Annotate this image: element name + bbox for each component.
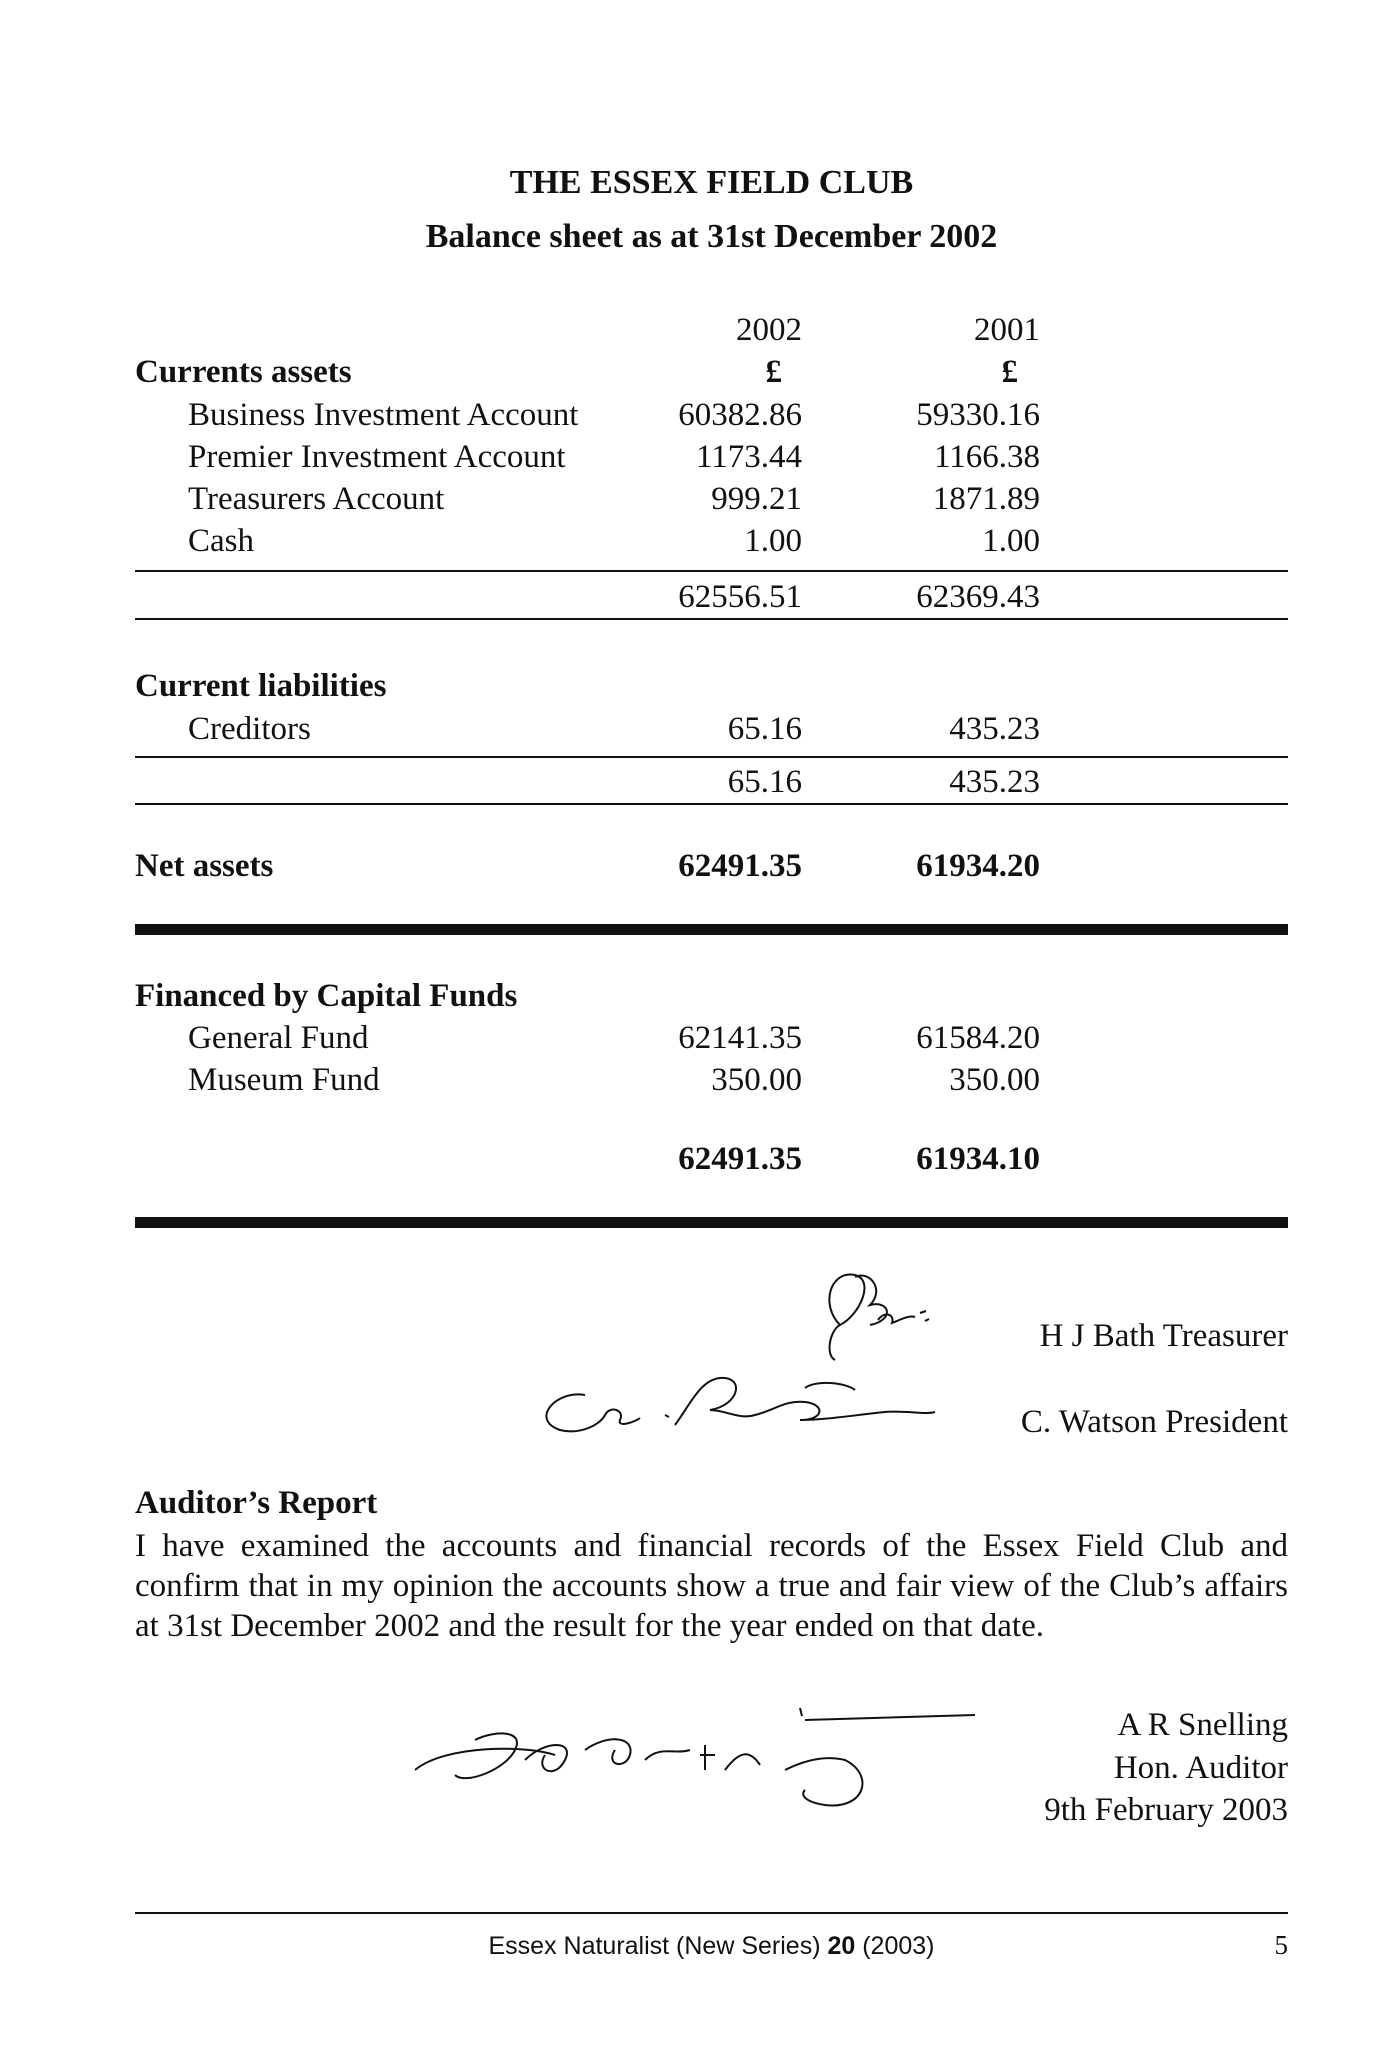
footer-year: (2003) (862, 1932, 935, 1960)
net-assets-2001: 61934.20 (916, 848, 1040, 884)
current-liabilities-heading: Current liabilities (135, 668, 387, 704)
total-2002: 62491.35 (678, 1141, 802, 1177)
page-subtitle: Balance sheet as at 31st December 2002 (425, 218, 998, 255)
total-2002: 62556.51 (678, 579, 802, 615)
treasurer-signature (800, 1265, 950, 1375)
column-year-2002: 2002 (736, 312, 802, 348)
treasurer-name: H J Bath Treasurer (1039, 1318, 1288, 1354)
footer-journal: Essex Naturalist (New Series) (488, 1932, 821, 1960)
total-2001: 435.23 (949, 764, 1040, 800)
auditor-date: 9th February 2003 (1044, 1792, 1288, 1828)
table-row (0, 481, 1400, 523)
president-signature (525, 1370, 945, 1450)
net-assets-label: Net assets (135, 848, 274, 884)
financed-by-heading: Financed by Capital Funds (135, 978, 518, 1014)
table-row (0, 1020, 1400, 1062)
total-2001: 61934.10 (916, 1141, 1040, 1177)
table-row (0, 1062, 1400, 1104)
table-row (0, 439, 1400, 481)
footer-volume: 20 (827, 1932, 856, 1960)
value-2002: 999.21 (711, 481, 802, 517)
value-2002: 1173.44 (695, 439, 802, 475)
value-2002: 60382.86 (678, 397, 802, 433)
current-assets-heading: Currents assets (135, 354, 352, 390)
auditor-role: Hon. Auditor (1113, 1750, 1288, 1786)
thick-divider (135, 924, 1288, 935)
auditor-heading: Auditor’s Report (135, 1485, 378, 1521)
row-label: Museum Fund (188, 1062, 380, 1098)
value-2001: 1871.89 (932, 481, 1040, 517)
page-number: 5 (1274, 1930, 1288, 1960)
value-2001: 1.00 (982, 523, 1040, 559)
total-2002: 65.16 (727, 764, 802, 800)
table-row (0, 523, 1400, 565)
financed-by-heading-row (0, 978, 1400, 1020)
divider (135, 756, 1288, 758)
row-label: Creditors (188, 711, 311, 747)
president-name: C. Watson President (1020, 1404, 1288, 1440)
row-label: General Fund (188, 1020, 369, 1056)
current-liabilities-heading-row (0, 668, 1400, 710)
financed-by-total-row (0, 1141, 1400, 1183)
table-row (0, 397, 1400, 439)
row-label: Treasurers Account (188, 481, 445, 517)
net-assets-row (0, 848, 1400, 890)
currency-2002: £ (765, 354, 782, 390)
current-assets-heading-row (0, 354, 1400, 396)
auditor-name: A R Snelling (1117, 1707, 1288, 1743)
value-2002: 65.16 (727, 711, 802, 747)
row-label: Cash (188, 523, 254, 559)
divider (135, 618, 1288, 620)
current-assets-total-row (0, 579, 1400, 621)
value-2001: 59330.16 (916, 397, 1040, 433)
value-2002: 1.00 (744, 523, 802, 559)
row-label: Business Investment Account (188, 397, 579, 433)
value-2001: 1166.38 (933, 439, 1040, 475)
divider (135, 803, 1288, 805)
value-2002: 350.00 (711, 1062, 802, 1098)
total-2001: 62369.43 (916, 579, 1040, 615)
net-assets-2002: 62491.35 (678, 848, 802, 884)
thick-divider (135, 1217, 1288, 1228)
currency-2001: £ (1001, 354, 1018, 390)
value-2002: 62141.35 (678, 1020, 802, 1056)
footer-citation (0, 1932, 1400, 1961)
row-label: Premier Investment Account (188, 439, 566, 475)
auditor-statement: I have examined the accounts and financial records of the Essex Field Club and confirm that in my opinion the accounts show a true and fair view of the Club’s affairs at 31st December 2002 and the result for the year ended on that date. (135, 1528, 1288, 1644)
value-2001: 350.00 (949, 1062, 1040, 1098)
page-title: THE ESSEX FIELD CLUB (509, 164, 914, 201)
current-liabilities-total-row (0, 764, 1400, 806)
table-row (0, 711, 1400, 753)
value-2001: 435.23 (949, 711, 1040, 747)
auditor-signature (405, 1700, 985, 1820)
footer-divider (135, 1912, 1288, 1914)
value-2001: 61584.20 (916, 1020, 1040, 1056)
column-year-2001: 2001 (974, 312, 1040, 348)
divider (135, 570, 1288, 572)
